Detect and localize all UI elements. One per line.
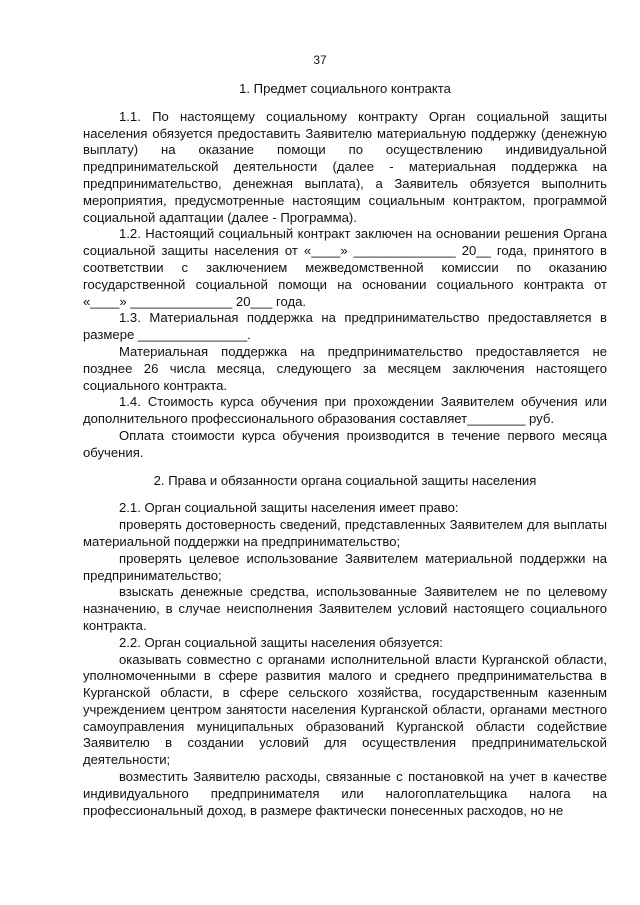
paragraph: 1.1. По настоящему социальному контракту Орган социальной защиты населения обязуется предоставить Заявителю материальную поддержку (денежную выплату) на оказание помощи по осуществлению индивидуальной предпринимательской деятельности (далее - материальная поддержка на предпринимательство, денежная выплата), а Заявитель обязуется выполнить мероприятия, предусмотренные настоящим социальным контрактом, программой социальной адаптации (далее - Программа). — [83, 108, 607, 225]
paragraph: 2.1. Орган социальной защиты населения имеет право: — [119, 500, 459, 516]
paragraph: проверять целевое использование Заявителем материальной поддержки на предпринимательство; — [83, 550, 607, 583]
paragraph: оказывать совместно с органами исполнительной власти Курганской области, уполномоченными в сфере развития малого и среднего предпринимательства в Курганской области, в сфере сельского хозяйства, государственным казенным учреждением центром занятости населения Курганской области, органами местного самоуправления муниципальных образований Курганской области содействие Заявителю в создании условий для осуществления предпринимательской деятельности; — [83, 651, 607, 768]
paragraph: 1.3. Материальная поддержка на предпринимательство предоставляется в размере _______________. — [83, 310, 607, 343]
section-rights-and-obligations — [83, 473, 607, 820]
section-heading: 2. Права и обязанности органа социальной защиты населения — [153, 472, 537, 488]
section-subject — [83, 81, 607, 462]
page-number: 37 — [313, 53, 327, 67]
paragraph: возместить Заявителю расходы, связанные с постановкой на учет в качестве индивидуального предпринимателя или налогоплательщика налога на профессиональный доход, в размере фактически понесенных расходов, но не — [83, 769, 607, 818]
paragraph: Материальная поддержка на предпринимательство предоставляется не позднее 26 числа месяца, следующего за месяцем заключения настоящего социального контракта. — [83, 343, 607, 393]
paragraph: взыскать денежные средства, использованные Заявителем не по целевому назначению, в случае неисполнения Заявителем условий настоящего социального контракта. — [83, 584, 607, 633]
paragraph: 1.4. Стоимость курса обучения при прохождении Заявителем обучения или дополнительного профессионального образования составляет________ руб. — [83, 394, 607, 427]
document-body — [83, 81, 607, 819]
paragraph: проверять достоверность сведений, представленных Заявителем для выплаты материальной поддержки на предпринимательство; — [83, 517, 607, 549]
paragraph: 2.2. Орган социальной защиты населения обязуется: — [119, 634, 443, 650]
paragraph: 1.2. Настоящий социальный контракт заключен на основании решения Органа социальной защиты населения от «____» ______________ 20__ года, принятого в соответствии с заключением межведомственной комиссии по оказанию государственной социальной помощи на основании социального контракта от «____» ______________ 20___ года. — [83, 226, 607, 309]
section-heading: 1. Предмет социального контракта — [239, 81, 451, 96]
paragraph: Оплата стоимости курса обучения производится в течение первого месяца обучения. — [83, 427, 607, 460]
